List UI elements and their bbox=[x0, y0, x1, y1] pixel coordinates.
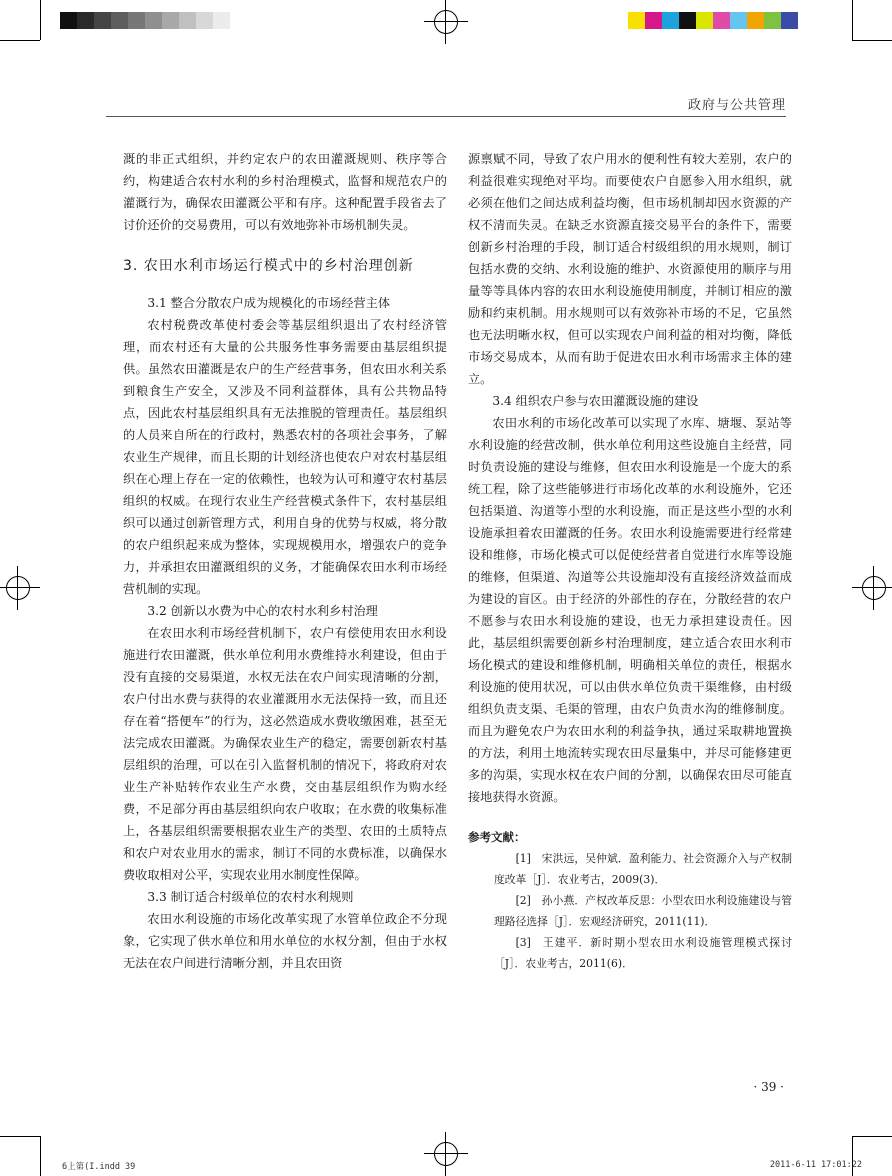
references-title: 参考文献： bbox=[468, 830, 526, 844]
page-number: · 39 · bbox=[753, 1080, 784, 1094]
paragraph: 农田水利的市场化改革可以实现了水库、塘堰、泵站等水利设施的经营改制，供水单位利用这些设施自主经营，同时负责设施的建设与维修，但农田水利设施是一个庞大的系统工程，除了这些能够进行市场化改革的水利设施外，它还包括渠道、沟道等小型的水利设施，而正是这些小型的水利设施承担着农田灌溉的任务。农田水利设施需要进行经常建设和维修，市场化模式可以促使经营者自觉进行水库等设施的维修，但渠道、沟道等公共设施却没有直接经济效益而成为建设的盲区。由于经济的外部性的存在，分散经营的农户不愿参与农田水利设施的建设，也无力承担建设责任。因此，基层组织需要创新乡村治理制度，建立适合农田水利市场化模式的建设和维修机制，明确相关单位的责任，根据水利设施的使用状况，可以由供水单位负责干渠维修，由村级组织负责支渠、毛渠的管理，由农户负责水沟的维修制度。而且为避免农户为农田水利的利益争执，通过采取耕地置换的方法，利用土地流转实现农田尽量集中，并尽可能修建更多的沟渠，实现水权在农户间的分割，以确保农田尽可能直接地获得水资源。 bbox=[468, 416, 792, 804]
color-swatch bbox=[213, 12, 230, 29]
reference-text: 王建平．新时期小型农田水利设施管理模式探讨［J］．农业考古，2011(6)． bbox=[494, 936, 792, 970]
section-heading: 3. 农田水利市场运行模式中的乡村治理创新 bbox=[123, 258, 414, 274]
reference-text: 孙小燕．产权改革反思：小型农田水利设施建设与管理路径选择［J］．宏观经济研究，2011(11)． bbox=[494, 894, 792, 928]
reference-text: 宋洪远，吴仲斌．盈利能力、社会资源介入与产权制度改革［J］．农业考古，2009(3)． bbox=[494, 852, 792, 886]
color-swatch bbox=[730, 12, 747, 29]
reference-item bbox=[468, 848, 792, 890]
color-swatch bbox=[179, 12, 196, 29]
crop-mark bbox=[40, 0, 41, 40]
registration-mark-icon bbox=[2, 572, 34, 604]
left-column bbox=[123, 148, 447, 974]
color-swatch bbox=[781, 12, 798, 29]
color-swatch bbox=[145, 12, 162, 29]
color-swatch bbox=[747, 12, 764, 29]
crop-mark bbox=[852, 1136, 853, 1176]
color-swatch bbox=[645, 12, 662, 29]
registration-mark-icon bbox=[430, 6, 462, 38]
color-swatch bbox=[60, 12, 77, 29]
crop-mark bbox=[0, 40, 40, 41]
color-swatch bbox=[713, 12, 730, 29]
color-swatch bbox=[764, 12, 781, 29]
footer-timestamp: 2011-6-11 17:01:22 bbox=[769, 1160, 862, 1170]
color-swatch bbox=[679, 12, 696, 29]
running-header-title: 政府与公共管理 bbox=[687, 98, 786, 113]
registration-mark-icon bbox=[430, 1138, 462, 1170]
reference-number: [1] bbox=[515, 852, 531, 865]
subsection-heading: 3.4 组织农户参与农田灌溉设施的建设 bbox=[492, 394, 699, 408]
color-swatch bbox=[128, 12, 145, 29]
paragraph: 溉的非正式组织，并约定农户的农田灌溉规则、秩序等合约，构建适合农村水利的乡村治理模式，监督和规范农户的灌溉行为，确保农田灌溉公平和有序。这种配置手段省去了讨价还价的交易费用，可以有效地弥补市场机制失灵。 bbox=[123, 152, 447, 232]
subsection-heading: 3.3 制订适合村级单位的农村水利规则 bbox=[147, 890, 354, 904]
color-swatch bbox=[94, 12, 111, 29]
color-swatch bbox=[696, 12, 713, 29]
paragraph: 农田水利设施的市场化改革实现了水管单位政企不分现象，它实现了供水单位和用水单位的水权分割，但由于水权无法在农户间进行清晰分割，并且农田资 bbox=[123, 912, 447, 970]
header-rule bbox=[106, 116, 786, 117]
footer-file-slug: 6上第(I.indd 39 bbox=[62, 1162, 136, 1172]
reference-item bbox=[468, 932, 792, 974]
crop-mark bbox=[852, 1136, 892, 1137]
registration-mark-icon bbox=[858, 572, 890, 604]
paragraph: 在农田水利市场经营机制下，农户有偿使用农田水利设施进行农田灌溉，供水单位利用水费维持水利建设，但由于没有直接的交易渠道，水权无法在农户间实现清晰的分割，农户付出水费与获得的农业灌溉用水无法保持一致，而且还存在着“搭便车”的行为，这必然造成水费收缴困难，甚至无法完成农田灌溉。为确保农业生产的稳定，需要创新农村基层组织的治理，可以在引入监督机制的情况下，将政府对农业生产补贴转作农业生产水费，交由基层组织作为购水经费，不足部分再由基层组织向农户收取；在水费的收集标准上，各基层组织需要根据农业生产的类型、农田的土质特点和农户对农业用水的需求，制订不同的水费标准，以确保水费收取相对公平，实现农业用水制度性保障。 bbox=[123, 626, 447, 882]
color-swatch bbox=[628, 12, 645, 29]
subsection-heading: 3.1 整合分散农户成为规模化的市场经营主体 bbox=[147, 296, 391, 310]
crop-mark bbox=[40, 1136, 41, 1176]
color-swatch bbox=[77, 12, 94, 29]
crop-mark bbox=[0, 1136, 40, 1137]
color-swatch bbox=[662, 12, 679, 29]
color-swatch bbox=[111, 12, 128, 29]
crop-mark bbox=[852, 40, 892, 41]
reference-number: [2] bbox=[515, 894, 531, 907]
reference-number: [3] bbox=[515, 936, 531, 949]
cmyk-color-bar bbox=[628, 12, 798, 29]
paragraph: 源禀赋不同，导致了农户用水的便利性有较大差别，农户的利益很难实现绝对平均。而要使农户自愿参入用水组织，就必须在他们之间达成利益均衡，但市场机制却因水资源的产权不清而失灵。在缺乏水资源直接交易平台的条件下，需要创新乡村治理的手段，制订适合村级组织的用水规则，制订包括水费的交纳、水利设施的维护、水资源使用的顺序与用量等等具体内容的农田水利设施使用制度，并制订相应的激励和约束机制。用水规则可以有效弥补市场的不足，它虽然也无法明晰水权，但可以实现农户间利益的相对均衡，降低市场交易成本，从而有助于促进农田水利市场需求主体的建立。 bbox=[468, 152, 792, 386]
color-swatch bbox=[162, 12, 179, 29]
crop-mark bbox=[852, 0, 853, 40]
paragraph: 农村税费改革使村委会等基层组织退出了农村经济管理，而农村还有大量的公共服务性事务需要由基层组织提供。虽然农田灌溉是农户的生产经营事务，但农田水利关系到粮食生产安全，又涉及不同利益群体，具有公共物品特点，因此农村基层组织具有无法推脱的管理责任。基层组织的人员来自所在的行政村，熟悉农村的各项社会事务，了解农业生产规律，而且长期的计划经济也使农户对农村基层组织在心理上存在一定的依赖性，也较为认可和遵守农村基层组织的权威。在现行农业生产经营模式条件下，农村基层组织可以通过创新管理方式，利用自身的优势与权威，将分散的农户组织起来成为整体，实现规模用水，增强农户的竞争力，并承担农田灌溉组织的义务，才能确保农田水利市场经营机制的实现。 bbox=[123, 318, 447, 596]
right-column bbox=[468, 148, 792, 974]
grayscale-color-bar bbox=[60, 12, 230, 29]
reference-item bbox=[468, 890, 792, 932]
color-swatch bbox=[196, 12, 213, 29]
subsection-heading: 3.2 创新以水费为中心的农村水利乡村治理 bbox=[147, 604, 378, 618]
